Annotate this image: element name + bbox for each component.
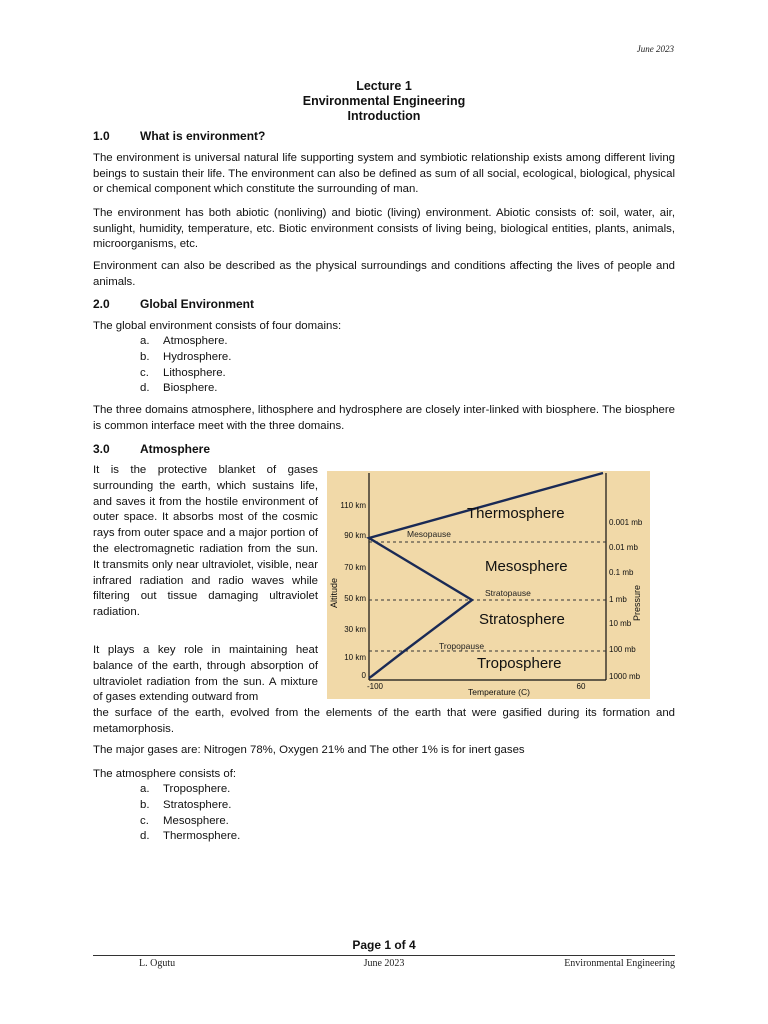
footer-divider (93, 955, 675, 956)
section-2-closing (93, 403, 675, 434)
atmosphere-paragraph-1 (93, 463, 318, 621)
page-number: Page 1 of 4 (352, 938, 416, 952)
atmosphere-layers-figure (327, 471, 650, 699)
altitude-tick: 10 km (344, 653, 366, 662)
paragraph: It plays a key role in maintaining heat balance of the earth, through absorption of ultraviolet radiation from the sun. A mixture of gases extending outward from (93, 644, 318, 704)
tropopause-label: Tropopause (439, 641, 485, 651)
list-item: c. Mesosphere. (140, 814, 229, 827)
document-title (0, 79, 768, 124)
footer-author: L. Ogutu (139, 958, 176, 969)
temperature-label: Temperature (C) (468, 687, 530, 697)
paragraph: The three domains atmosphere, lithosphere and hydrosphere are closely inter-linked with biosphere. The biosphere is common interface meet with the three domains. (93, 404, 675, 432)
altitude-tick: 90 km (344, 531, 366, 540)
domains-list (140, 334, 231, 397)
section-1-body (93, 151, 675, 198)
section-3-title: Atmosphere (140, 442, 211, 456)
temperature-tick: -100 (366, 682, 384, 691)
section-3-heading (93, 442, 210, 456)
paragraph: Environment can also be described as the physical surroundings and conditions affecting the lives of people and animals. (93, 260, 675, 288)
altitude-tick: 50 km (344, 594, 366, 603)
section-2-heading (93, 297, 254, 311)
layer-mesosphere: Mesosphere (485, 558, 568, 575)
footer-date: June 2023 (363, 958, 405, 969)
title-lecture: Lecture 1 (356, 79, 412, 93)
pressure-tick: 0.001 mb (609, 518, 643, 527)
atmosphere-diagram (327, 471, 650, 699)
pressure-tick: 1 mb (609, 595, 627, 604)
pressure-tick: 1000 mb (609, 672, 641, 681)
stratopause-label: Stratopause (485, 588, 531, 598)
pressure-tick: 0.01 mb (609, 543, 638, 552)
mesopause-label: Mesopause (407, 529, 451, 539)
paragraph: the surface of the earth, evolved from the elements of the earth that were gasified during its formation and metamorphosis. (93, 707, 675, 735)
temperature-profile-line (369, 473, 603, 678)
layers-list (140, 782, 240, 845)
list-item: c. Lithosphere. (140, 366, 226, 379)
footer-course: Environmental Engineering (564, 958, 675, 969)
paragraph: The environment is universal natural life supporting system and symbiotic relationship exists among different living beings to sustain their life. The environment can also be defined as sum of all social, ecological, biological, physical or chemical component which constitute the surrounding of man. (93, 152, 675, 195)
section-1-number: 1.0 (93, 129, 110, 143)
list-item: a. Troposphere. (140, 783, 231, 795)
temperature-tick: 60 (576, 682, 586, 691)
layer-stratosphere: Stratosphere (479, 611, 565, 628)
list-item: b. Hydrosphere. (140, 350, 232, 363)
altitude-tick: 0 (361, 671, 366, 680)
paragraph: It is the protective blanket of gases surrounding the earth, which sustains life, and saves it from the hostile environment of outer space. It absorbs most of the cosmic rays from outer space and a major portion of the electromagnetic radiation from the sun. It transmits only near ultraviolet, visible, near infrared radiation and radio waves while filtering out tissue damaging ultraviolet radiation. (93, 464, 318, 619)
atmosphere-paragraph-2 (93, 643, 318, 706)
section-2-title: Global Environment (140, 297, 255, 311)
pressure-tick: 100 mb (609, 645, 636, 654)
title-course: Environmental Engineering (302, 94, 466, 108)
section-1-heading (93, 129, 265, 143)
title-introduction: Introduction (347, 109, 421, 123)
list-item: b. Stratosphere. (140, 798, 232, 811)
pressure-label: Pressure (632, 584, 642, 621)
altitude-label: Altitude (329, 577, 339, 608)
layer-thermosphere: Thermosphere (467, 505, 565, 522)
section-1-body-2 (93, 206, 675, 253)
altitude-tick: 30 km (344, 625, 366, 634)
section-1-body-3 (93, 259, 675, 290)
section-3-number: 3.0 (93, 442, 110, 456)
section-1-title: What is environment? (140, 129, 266, 143)
altitude-tick: 110 km (340, 501, 366, 510)
paragraph: The environment has both abiotic (nonliving) and biotic (living) environment. Abiotic consists of: soil, water, air, sunlight, humidity, temperature, etc. Biotic environment consists of living being, biological entities, plants, animals, microorganisms, etc. (93, 207, 675, 250)
layer-troposphere: Troposphere (477, 655, 562, 672)
list-item: d. Thermosphere. (140, 830, 241, 843)
paragraph: The atmosphere consists of: (93, 768, 237, 780)
list-item: a. Atmosphere. (140, 335, 228, 347)
altitude-tick: 70 km (344, 563, 366, 572)
atmosphere-paragraph-2-cont (93, 706, 675, 737)
section-2-intro (93, 319, 675, 335)
atmosphere-consists (93, 767, 675, 783)
section-2-number: 2.0 (93, 297, 110, 311)
paragraph: The major gases are: Nitrogen 78%, Oxygen 21% and The other 1% is for inert gases (93, 744, 525, 756)
list-item: d. Biosphere. (140, 382, 218, 395)
paragraph: The global environment consists of four domains: (93, 320, 342, 332)
header-date: June 2023 (636, 44, 674, 54)
pressure-tick: 10 mb (609, 619, 632, 628)
major-gases (93, 743, 675, 759)
pressure-tick: 0.1 mb (609, 568, 634, 577)
